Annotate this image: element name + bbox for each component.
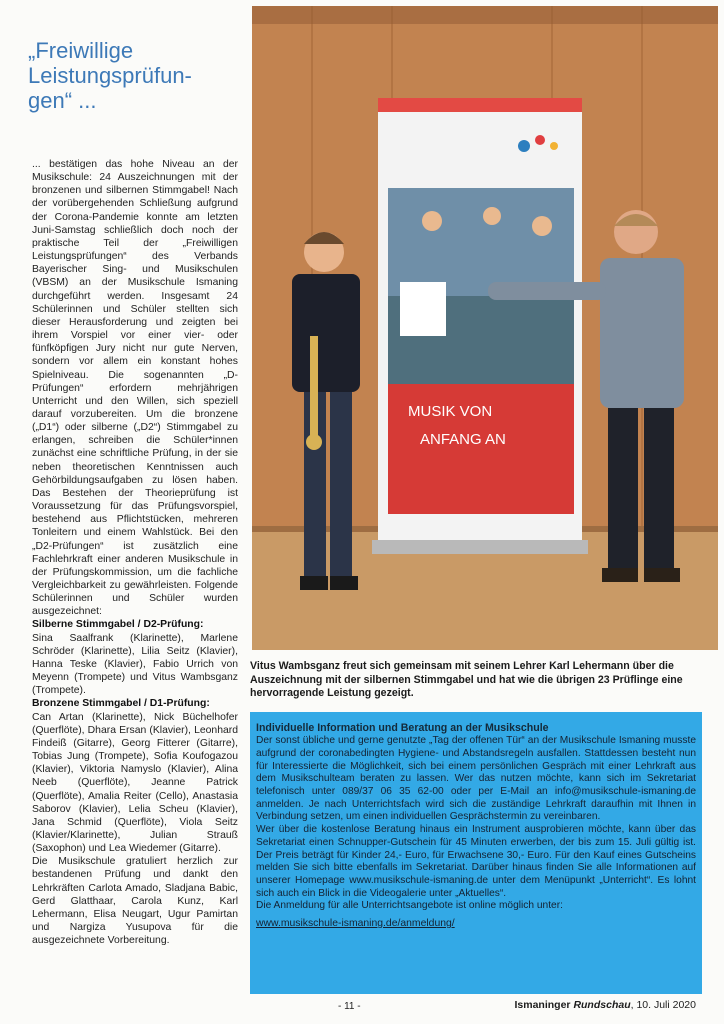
issue-date: , 10. Juli 2020: [630, 999, 696, 1011]
silver-heading: Silberne Stimmgabel / D2-Prüfung:: [32, 619, 204, 631]
silver-list: Sina Saalfrank (Klarinette), Marlene Schröder (Klarinette), Lilia Seitz (Klavier), Hanna Teske (Klavier), Fabio Urrich von Meyenn (Trompete) und Vitus Wambsganz (Trompete).: [32, 632, 238, 697]
page-number: - 11 -: [338, 1001, 361, 1012]
headline-line-1: „Freiwillige: [28, 38, 134, 63]
closing-paragraph: Die Musikschule gratuliert herzlich zur bestandenen Prüfung und dankt den Lehrkräften Carlota Amado, Sladjana Babic, Gerd Glatthaar, Carola Kunz, Karl Lehermann, Elisa Neugart, Ugur Pamirtan und Nargiza Yusupova für die ausgezeichnete Vorbereitung.: [32, 856, 238, 947]
info-box-paragraph-1: Der sonst übliche und gerne genutzte „Tag der offenen Tür“ an der Musikschule Ismaning musste aufgrund der coronabedingten Hygiene- und Abstandsregeln ausfallen. Stattdessen besteht nun für Interessierte die Möglichkeit, sich bei einem persönlichen Gespräch mit einer Lehrkraft aus dem Musikschulteam beraten zu lassen. Wer das nutzen möchte, kann sich im Sekretariat telefonisch unter 089/37 06 35 62-00 oder per E-Mail an info@musikschule-ismaning.de anmelden. Je nach Unterrichtsfach wird sich die zuständige Lehrkraft daraufhin mit Ihnen in Verbindung setzen, um einen individuellen Gesprächstermin zu vereinbaren.: [256, 735, 696, 823]
info-box-paragraph-2: Wer über die kostenlose Beratung hinaus ein Instrument ausprobieren möchte, kann über das Sekretariat einen Schnupper-Gutschein für 45 Minuten erwerben, der bis zum 15. Juli gültig ist. Der Preis beträgt für Kinder 24,- Euro, für Erwachsene 30,- Euro. Für den Kauf eines Gutscheins melden Sie sich bitte ebenfalls im Sekretariat. Darüber hinaus finden Sie alle Informationen auf unserer Homepage www.musikschule-ismaning.de unter dem Menüpunkt „Unterricht“. Es lohnt sich auch ein Blick in die Videogalerie unter „Aktuelles“.: [256, 824, 696, 899]
award-photo: [252, 6, 718, 650]
certificate: [400, 282, 446, 336]
headline-line-3: gen“ ...: [28, 88, 97, 113]
article-body: [32, 158, 238, 947]
info-box-paragraph-3: Die Anmeldung für alle Unterrichtsangebote ist online möglich unter:: [256, 900, 563, 912]
intro-paragraph: ... bestätigen das hohe Niveau an der Musikschule: 24 Auszeichnungen mit der bronzenen und silbernen Stimmgabel! Nach der vorübergehenden Schließung aufgrund der Corona-Pandemie konnte am letzten Juni-Samstag schließlich doch noch der praktische Teil der „Freiwilligen Leistungsprüfungen“ des Verbands Bayerischer Sing- und Musikschulen (VBSM) an der Musikschule Ismaning durchgeführt werden. Insgesamt 24 Schülerinnen und Schüler stellten sich dieser Herausforderung und zeigten bei ihrem Vorspiel vor einer vier- oder fünfköpfigen Jury nicht nur gute Nerven, sondern vor allem ein konstant hohes Spielniveau. Die sogenannten „D-Prüfungen“ erfordern mehrjährigen Unterricht und den Willen, sich speziell darauf vorzubereiten. Um die bronzene („D1“) oder silberne („D2“) Stimmgabel zu erlangen, schreiben die Schüler*innen zunächst eine schriftliche Prüfung, in der sie neben theoretischen Kenntnissen auch Gehörbildungsaufgaben zu lösen haben. Das Bestehen der Theorieprüfung ist Voraussetzung für das Prüfungsvorspiel, bestehend aus Pflichtstücken, mehreren Tonleitern und einem Wahlstück. Bei den „D2-Prüfungen“ ist zusätzlich eine Fachlehrkraft einer anderen Musikschule in der Prüfungskommission, um die fachliche Vergleichbarkeit zu gewährleisten. Folgende Schülerinnen und Schüler wurden ausgezeichnet:: [32, 159, 238, 618]
headline-line-2: Leistungsprüfun-: [28, 63, 192, 88]
registration-link[interactable]: www.musikschule-ismaning.de/anmeldung/: [256, 918, 455, 930]
bronze-list: Can Artan (Klarinette), Nick Büchelhofer (Querflöte), Dhara Ersan (Klavier), Leonhard Findeiß (Gitarre), Georg Fitterer (Gitarre), Tobias Jung (Trompete), Sofia Koufogazou (Klavier), Viktoria Namyslo (Klavier), Alina Neeb (Querflöte), Jeanne Patrick (Querflöte), Amalia Reiter (Cello), Anastasia Saborov (Klavier), Lelia Scheu (Klavier), Jana Schmid (Querflöte), Viola Seitz (Klavier/Klarinette), Julian Strauß (Saxophon) und Lea Wiedemer (Gitarre).: [32, 711, 238, 855]
bronze-heading: Bronzene Stimmgabel / D1-Prüfung:: [32, 698, 210, 710]
publication-name: Ismaninger: [514, 999, 571, 1011]
award-photo-illustration: [252, 6, 718, 650]
info-box: [250, 712, 702, 994]
publication-name-italic: Rundschau: [573, 999, 631, 1011]
info-box-title: Individuelle Information und Beratung an der Musikschule: [256, 722, 549, 734]
article-headline: [28, 38, 238, 113]
photo-caption: Vitus Wambsganz freut sich gemeinsam mit seinem Lehrer Karl Lehermann über die Auszeichnung mit der silbernen Stimmgabel und hat wie die übrigen 23 Prüflinge eine hervorragende Leistung gezeigt.: [250, 660, 683, 700]
publication-footer: [514, 999, 696, 1011]
banner-text-line-1: MUSIK VON: [408, 403, 493, 420]
banner-text-line-2: ANFANG AN: [420, 431, 506, 448]
